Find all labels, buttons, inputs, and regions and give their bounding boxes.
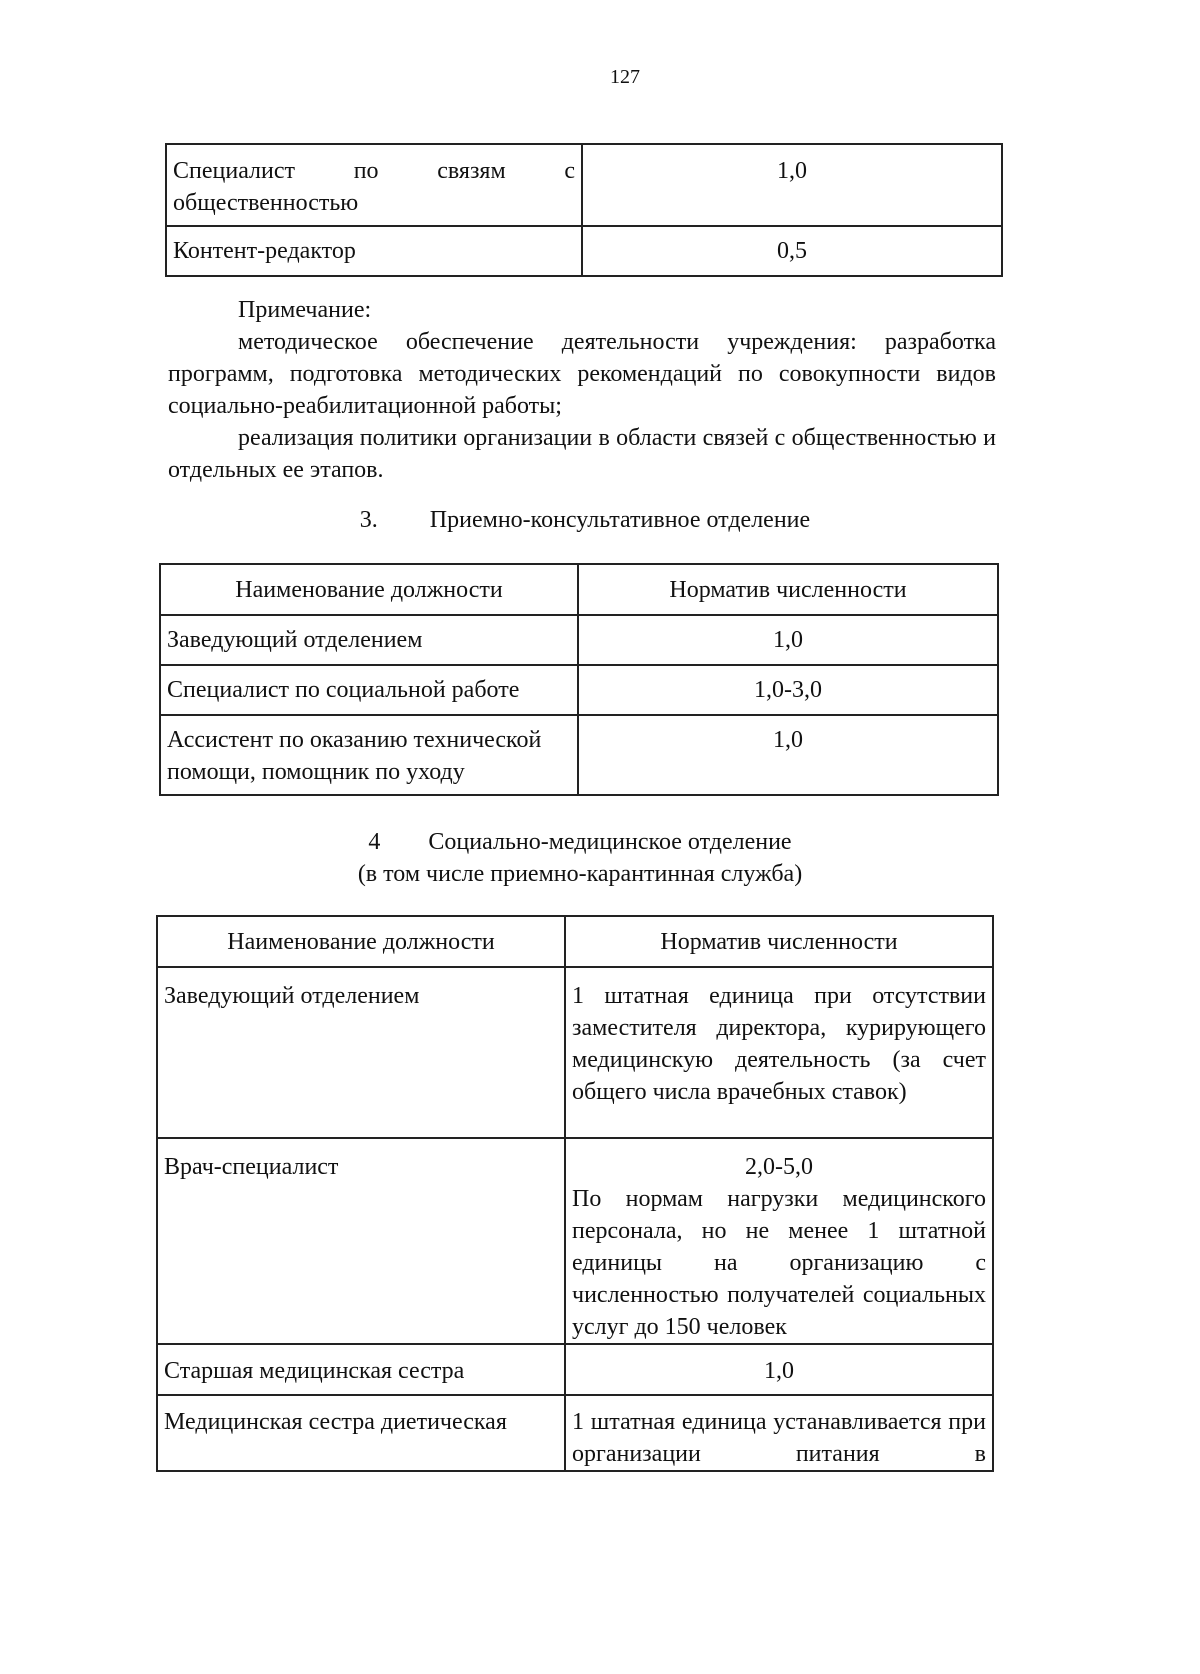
column-header: Наименование должности [160, 564, 578, 615]
section-subtitle: (в том числе приемно-карантинная служба) [357, 861, 803, 887]
section-number: 3. [359, 507, 378, 533]
column-header: Норматив численности [578, 564, 998, 615]
norm-cell: 1 штатная единица устанавливается при организации питания в [565, 1395, 993, 1471]
page-number: 127 [610, 66, 640, 88]
norm-cell: 1,0 [582, 144, 1002, 226]
note-title: Примечание: [238, 297, 372, 323]
norm-text: По нормам нагрузки медицинского персонала, но не менее 1 штатной единицы на организацию с численностью получателей социальных услуг до 150 человек [572, 1186, 986, 1340]
norm-cell: 1,0 [578, 715, 998, 795]
note-paragraph: реализация политики организации в области связей с общественностью и отдельных ее этапов. [168, 425, 996, 483]
position-cell: Заведующий отделением [160, 615, 578, 665]
table-row [166, 144, 1002, 226]
position-cell: Ассистент по оказанию технической помощи, помощник по уходу [160, 715, 578, 795]
column-header: Наименование должности [157, 916, 565, 967]
position-cell: Контент-редактор [166, 226, 582, 276]
position-cell: Старшая медицинская сестра [157, 1344, 565, 1395]
norm-cell [565, 1138, 993, 1344]
table-row [160, 715, 998, 795]
note-block [168, 294, 996, 486]
section-3-title [0, 504, 1170, 536]
section-heading: Приемно-консультативное отделение [429, 507, 811, 533]
table-header-row [157, 916, 993, 967]
table-header-row [160, 564, 998, 615]
staff-table-continued [165, 143, 1003, 277]
norm-cell: 1,0-3,0 [578, 665, 998, 715]
note-paragraph: методическое обеспечение деятельности учреждения: разработка программ, подготовка методических рекомендаций по совокупности видов социально-реабилитационной работы; [168, 329, 996, 419]
table-row [160, 665, 998, 715]
norm-cell: 0,5 [582, 226, 1002, 276]
position-cell: Врач-специалист [157, 1138, 565, 1344]
table-row [157, 1138, 993, 1344]
table-row [157, 1395, 993, 1471]
norm-cell: 1,0 [578, 615, 998, 665]
position-cell: Медицинская сестра диетическая [157, 1395, 565, 1471]
norm-cell: 1 штатная единица при отсутствии заместителя директора, курирующего медицинскую деятельность (за счет общего числа врачебных ставок) [565, 967, 993, 1138]
norm-value: 2,0-5,0 [745, 1154, 813, 1180]
section-heading: Социально-медицинское отделение [428, 829, 792, 855]
section-4-table [156, 915, 994, 1472]
position-cell: Заведующий отделением [157, 967, 565, 1138]
table-row [166, 226, 1002, 276]
position-cell: Специалист по социальной работе [160, 665, 578, 715]
position-cell: Специалист по связям с общественностью [166, 144, 582, 226]
section-4-title [0, 826, 1160, 890]
table-row [160, 615, 998, 665]
section-number: 4 [368, 829, 381, 855]
column-header: Норматив численности [565, 916, 993, 967]
table-row [157, 967, 993, 1138]
table-row [157, 1344, 993, 1395]
norm-cell: 1,0 [565, 1344, 993, 1395]
section-3-table [159, 563, 999, 796]
